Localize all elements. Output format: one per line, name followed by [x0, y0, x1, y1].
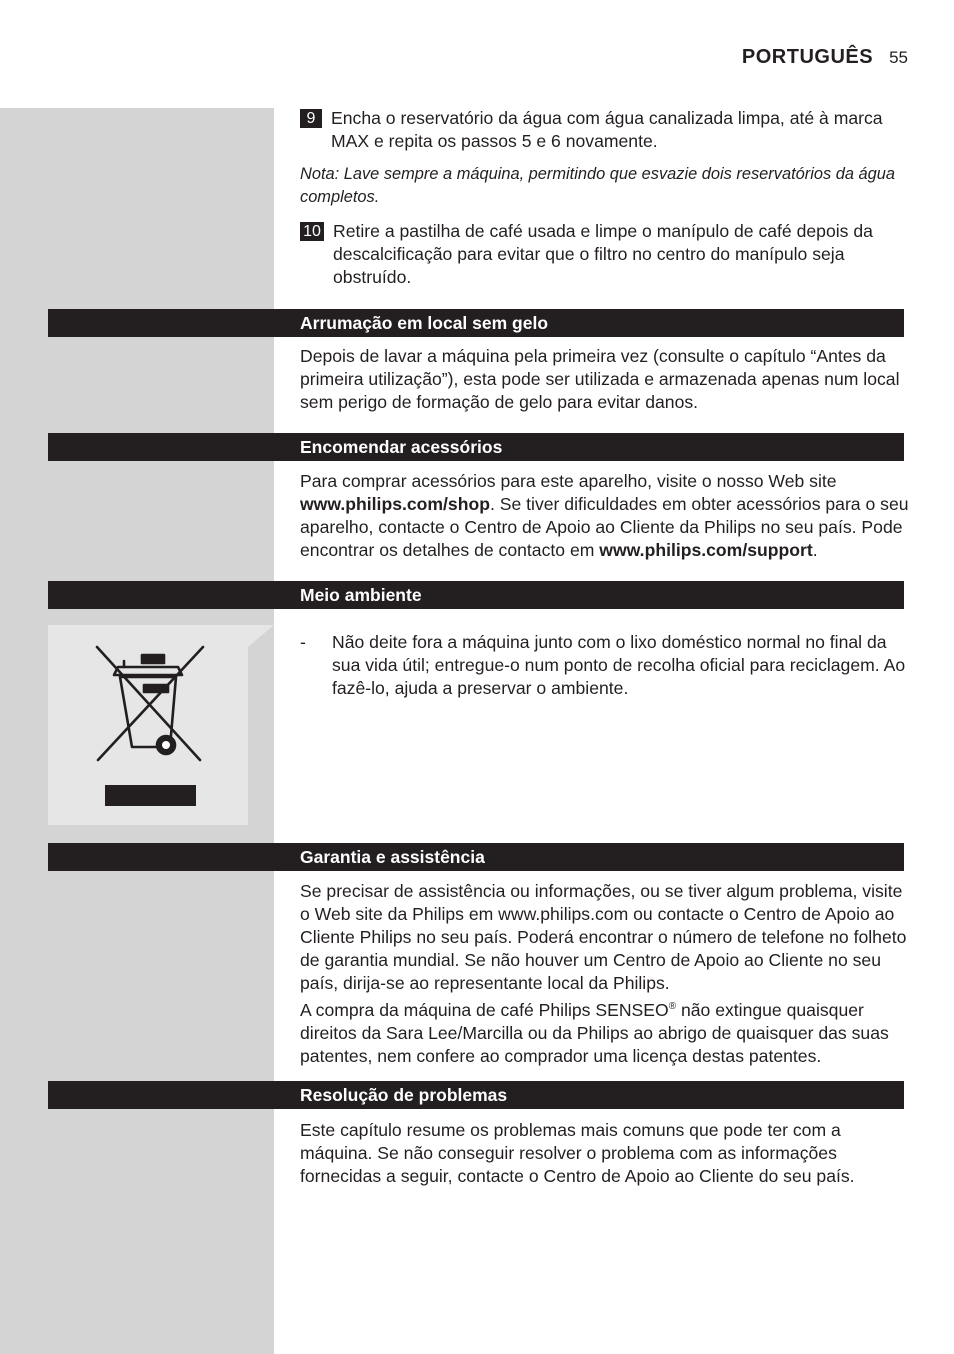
warranty-paragraph — [300, 995, 912, 1068]
section-body-troubleshooting: Este capítulo resume os problemas mais comuns que pode ter com a máquina. Se não conseguir resolver o problema com as informações fornecidas a seguir, contacte o Centro de Apoio ao Cliente do seu país. — [300, 1120, 855, 1186]
section-body-accessories — [300, 470, 912, 562]
crossed-out-wheelie-bin-icon — [48, 625, 248, 825]
note: Nota: Lave sempre a máquina, permitindo que esvazie dois reservatórios da água completos. — [300, 165, 895, 206]
section-header-frost — [48, 309, 904, 337]
step-10 — [300, 220, 912, 289]
accessories-text: Para comprar acessórios para este aparelho, visite o nosso Web site — [300, 471, 837, 491]
section-body-environment — [300, 631, 912, 700]
accessories-text: . — [812, 540, 818, 560]
section-title: Encomendar acessórios — [300, 437, 503, 457]
section-header-environment — [48, 581, 904, 609]
accessories-text: . Se tiver dificuldades em obter acessórios para o seu aparelho, contacte o Centro de Apoio ao Cliente da Philips no seu país. Pode encontrar os detalhes de contacto em — [300, 494, 909, 560]
section-title: Arrumação em local sem gelo — [300, 313, 549, 333]
warranty-text: não extingue quaisquer direitos da Sara Lee/Marcilla ou da Philips ao abrigo de quaisquer das suas patentes, nem confere ao comprador uma licença destas patentes. — [300, 999, 889, 1066]
step-text: Retire a pastilha de café usada e limpe o manípulo de café depois da descalcificação para evitar que o filtro no centro do manípulo seja obstruído. — [333, 221, 873, 287]
step-9 — [300, 107, 912, 153]
weee-illustration — [48, 625, 248, 825]
registered-mark: ® — [668, 1001, 677, 1012]
warranty-text: A compra da máquina de café Philips SENSEO — [300, 999, 669, 1020]
section-header-troubleshooting — [48, 1081, 904, 1109]
section-title: Meio ambiente — [300, 585, 422, 605]
section-body-frost: Depois de lavar a máquina pela primeira vez (consulte o capítulo “Antes da primeira utilização”), esta pode ser utilizada e armazenada apenas num local sem perigo de formação de gelo para evitar danos. — [300, 346, 900, 412]
bullet-dash: - — [300, 632, 306, 652]
step-number-badge: 10 — [300, 222, 324, 241]
language-label: PORTUGUÊS — [741, 46, 874, 68]
section-title: Garantia e assistência — [300, 847, 485, 867]
support-link[interactable]: www.philips.com/support — [599, 540, 813, 560]
environment-item-text: Não deite fora a máquina junto com o lixo doméstico normal no final da sua vida útil; entregue-o num ponto de recolha oficial para reciclagem. Ao fazê-lo, ajuda a preservar o ambiente. — [332, 632, 906, 698]
page-number: 55 — [889, 48, 908, 67]
shop-link[interactable]: www.philips.com/shop — [300, 494, 490, 514]
step-text: Encha o reservatório da água com água canalizada limpa, até à marca MAX e repita os passos 5 e 6 novamente. — [331, 108, 883, 151]
callout-pointer — [248, 625, 274, 651]
section-header-accessories — [48, 433, 904, 461]
section-body-warranty — [300, 880, 912, 1068]
step-number-badge: 9 — [300, 109, 322, 128]
section-header-warranty — [48, 843, 904, 871]
page-header — [742, 46, 908, 69]
warranty-paragraph: Se precisar de assistência ou informações, ou se tiver algum problema, visite o Web site da Philips em www.philips.com ou contacte o Centro de Apoio ao Cliente Philips no seu país. Poderá encontrar o número de telefone no folheto de garantia mundial. Se não houver um Centro de Apoio ao Cliente no seu país, dirija-se ao representante local da Philips. — [300, 881, 907, 993]
section-title: Resolução de problemas — [300, 1085, 508, 1105]
